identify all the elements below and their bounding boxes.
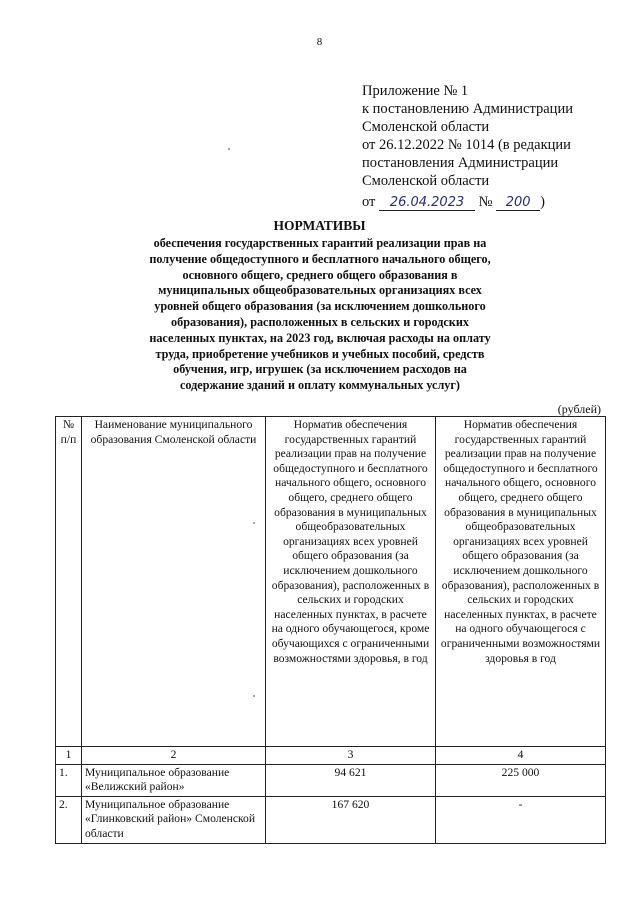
column-number-row — [56, 747, 606, 765]
row-norm-ovz: - — [436, 796, 606, 843]
normatives-table — [55, 416, 606, 844]
handwritten-date: 26.04.2023 — [379, 195, 475, 211]
subtitle-line: содержание зданий и оплату коммунальных услуг) — [179, 378, 460, 393]
number-label: № — [478, 194, 493, 210]
unit-label: (рублей) — [557, 402, 601, 416]
appendix-line: постановления Администрации — [362, 155, 559, 171]
table-header-row — [56, 417, 606, 747]
subtitle-line: труда, приобретение учебников и учебных пособий, средств — [155, 346, 485, 361]
column-number: 3 — [266, 747, 436, 765]
document-title: НОРМАТИВЫ — [273, 218, 366, 233]
subtitle-line: получение общедоступного и бесплатного начального общего, — [149, 251, 491, 266]
row-norm: 94 621 — [266, 764, 436, 796]
subtitle-line: обеспечения государственных гарантий реализации прав на — [153, 236, 487, 250]
subtitle-line: муниципальных общеобразовательных организациях всех — [158, 283, 482, 298]
close-paren: ) — [540, 194, 545, 210]
appendix-block — [362, 82, 573, 211]
scan-speck — [228, 148, 230, 150]
row-number: 1. — [56, 764, 82, 796]
ot-label: от — [362, 194, 376, 210]
subtitle-line: обучения, игр, игрушек (за исключением расходов на — [173, 362, 467, 377]
table-row — [56, 796, 606, 843]
subtitle-line: основного общего, среднего общего образования в — [182, 267, 458, 282]
header-norm-ovz: Норматив обеспечения государственных гарантий реализации прав на получение общедоступного и бесплатного начального общего, основного общего, среднего общего образования в муниципальных общеобразовательных организациях всех уровней общего образования (за исключением дошкольного образования), расположенных в сельских и городских населенных пунктах, в расчете на одного обучающегося с ограниченными возможностями здоровья в год — [436, 417, 606, 747]
header-municipality: Наименование муниципального образования Смоленской области — [82, 417, 266, 747]
handwritten-number: 200 — [496, 195, 540, 211]
table-row — [56, 764, 606, 796]
appendix-line: Смоленской области — [362, 119, 490, 135]
header-norm: Норматив обеспечения государственных гарантий реализации прав на получение общедоступного и бесплатного начального общего, основного общего, среднего общего образования в муниципальных общеобразовательных организациях всех уровней общего образования (за исключением дошкольного образования), расположенных в сельских и городских населенных пунктах, в расчете на одного обучающегося, кроме обучающихся с ограниченными возможностями здоровья, в год — [266, 417, 436, 747]
row-number: 2. — [56, 796, 82, 843]
row-norm: 167 620 — [266, 796, 436, 843]
amendment-date-line — [362, 193, 573, 211]
appendix-line: Смоленской области — [362, 173, 490, 189]
appendix-line: от 26.12.2022 № 1014 (в редакции — [362, 137, 571, 153]
row-municipality: Муниципальное образование «Глинковский район» Смоленской области — [82, 796, 266, 843]
subtitle-line: уровней общего образования (за исключением дошкольного — [154, 299, 486, 314]
appendix-line: к постановлению Администрации — [362, 101, 573, 117]
scan-speck — [253, 522, 255, 524]
scan-speck — [253, 695, 255, 697]
header-number: № п/п — [56, 417, 82, 747]
row-municipality: Муниципальное образование «Велижский район» — [82, 764, 266, 796]
row-norm-ovz: 225 000 — [436, 764, 606, 796]
column-number: 1 — [56, 747, 82, 765]
page-number: 8 — [316, 36, 323, 48]
subtitle-line: населенных пунктах, на 2023 год, включая расходы на оплату — [149, 330, 491, 345]
appendix-line: Приложение № 1 — [362, 83, 469, 99]
document-subtitle — [110, 236, 530, 394]
column-number: 2 — [82, 747, 266, 765]
subtitle-line: образования), расположенных в сельских и городских — [171, 314, 469, 329]
column-number: 4 — [436, 747, 606, 765]
